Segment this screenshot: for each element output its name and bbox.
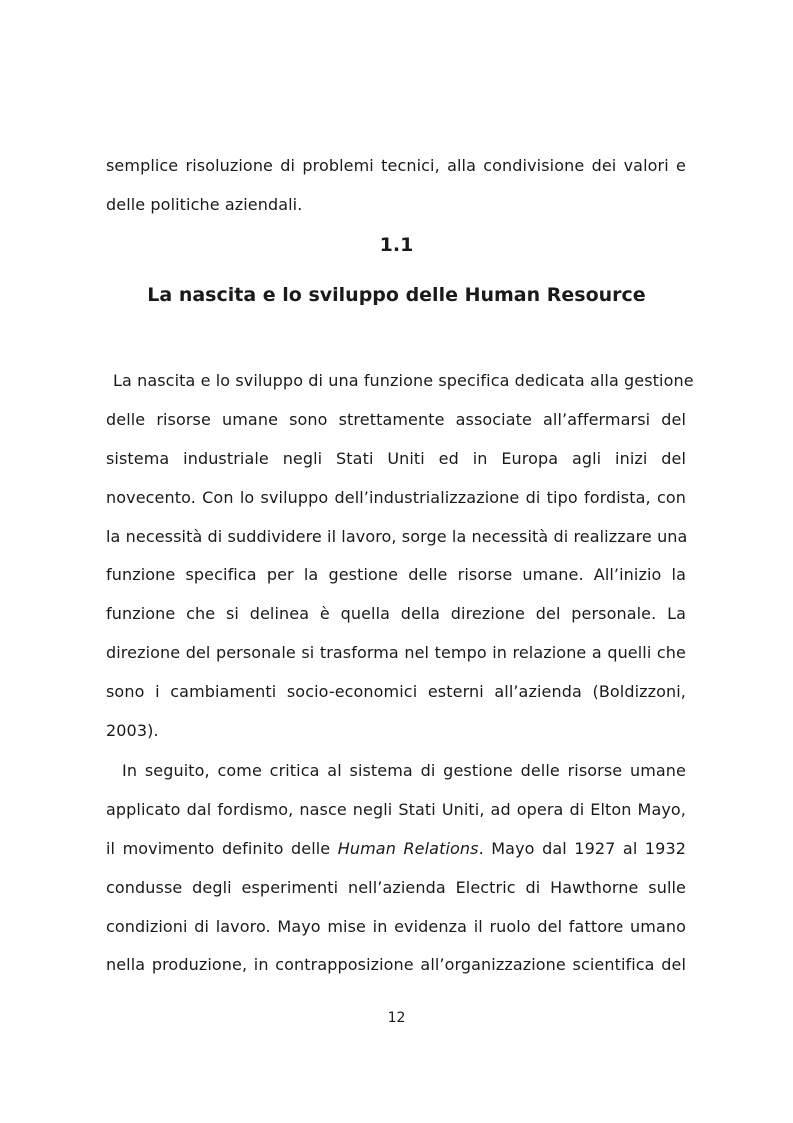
text-line: sistema industriale negli Stati Uniti ed in Europa agli inizi del <box>106 448 686 468</box>
paragraph-2 <box>106 752 686 985</box>
text-segment: il movimento definito delle <box>106 838 338 858</box>
text-line: direzione del personale si trasforma nel tempo in relazione a quelli che <box>106 643 686 663</box>
text-segment: . Mayo dal 1927 al 1932 <box>478 838 687 858</box>
text-line: condizioni di lavoro. Mayo mise in evidenza il ruolo del fattore umano <box>106 916 686 936</box>
intro-paragraph <box>106 147 686 225</box>
italic-term: Human Relations <box>337 838 479 858</box>
text-line: la necessità di suddividere il lavoro, sorge la necessità di realizzare una <box>106 526 688 546</box>
text-line: 2003). <box>106 721 159 741</box>
section-title: La nascita e lo sviluppo delle Human Resource <box>147 284 646 306</box>
paragraph-1 <box>106 362 694 751</box>
text-line: condusse degli esperimenti nell’azienda Electric di Hawthorne sulle <box>106 877 686 897</box>
text-line: sono i cambiamenti socio-economici esterni all’azienda (Boldizzoni, <box>106 682 686 702</box>
page-number: 12 <box>387 1010 406 1026</box>
text-line: funzione che si delinea è quella della direzione del personale. La <box>106 604 686 624</box>
section-number: 1.1 <box>379 234 414 256</box>
text-line: In seguito, come critica al sistema di gestione delle risorse umane <box>122 761 686 780</box>
text-line: delle risorse umane sono strettamente associate all’affermarsi del <box>106 409 686 429</box>
text-line: delle politiche aziendali. <box>106 194 303 214</box>
text-line: funzione specifica per la gestione delle risorse umane. All’inizio la <box>106 565 686 585</box>
text-line <box>106 830 686 869</box>
text-line: novecento. Con lo sviluppo dell’industrializzazione di tipo fordista, con <box>106 487 686 507</box>
text-line: nella produzione, in contrapposizione all’organizzazione scientifica del <box>106 955 686 975</box>
text-line: La nascita e lo sviluppo di una funzione specifica dedicata alla gestione <box>113 371 694 390</box>
text-line: semplice risoluzione di problemi tecnici, alla condivisione dei valori e <box>106 156 686 175</box>
text-line: applicato dal fordismo, nasce negli Stati Uniti, ad opera di Elton Mayo, <box>106 799 686 819</box>
